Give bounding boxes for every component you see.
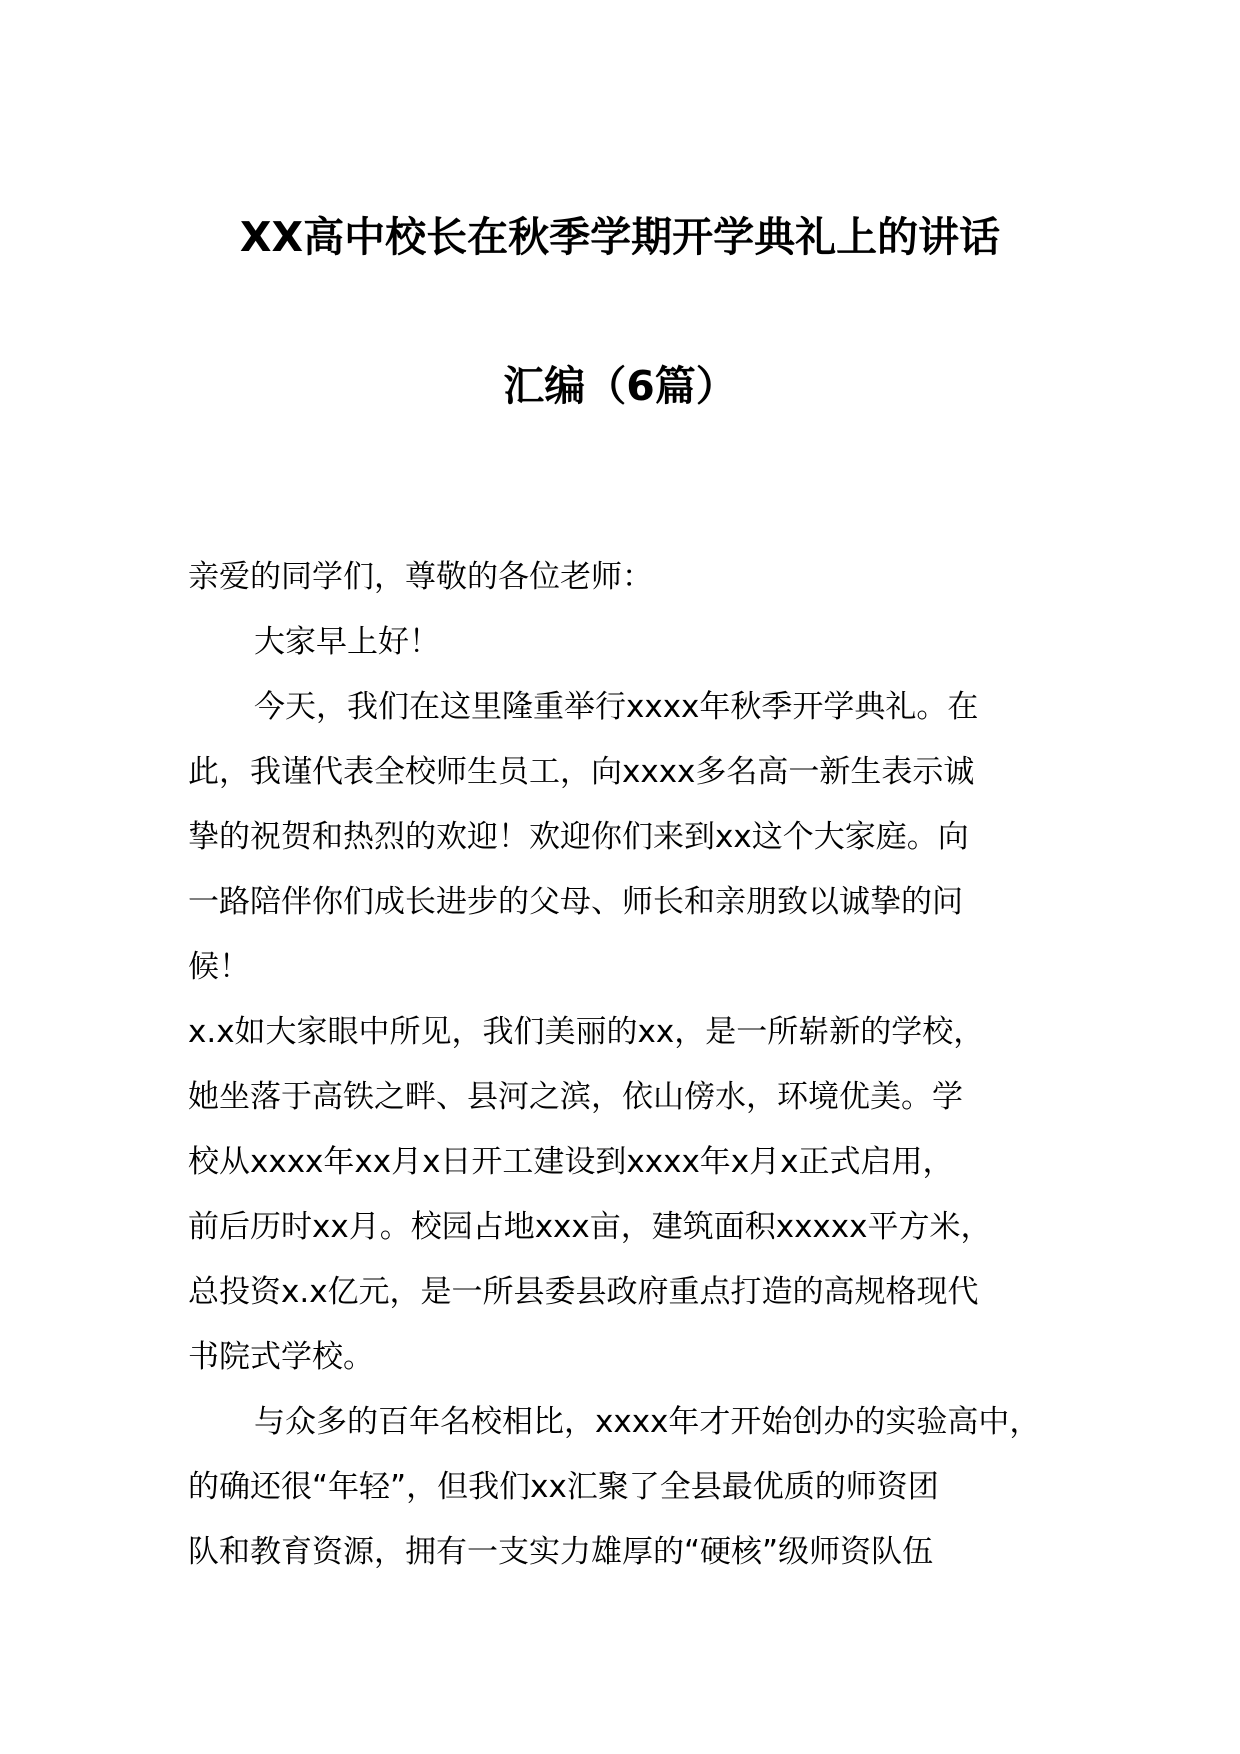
- greeting-line: 大家早上好！: [254, 624, 440, 660]
- body-line: 与众多的百年名校相比，xxxx年才开始创办的实验高中，: [254, 1404, 1041, 1440]
- body-line: x.x如大家眼中所见，我们美丽的xx，是一所崭新的学校，: [188, 1014, 985, 1050]
- body-line: 此，我谨代表全校师生员工，向xxxx多名高一新生表示诚: [188, 754, 975, 790]
- document-title-line-2: 汇编（6篇）: [503, 362, 737, 410]
- body-line: 她坐落于高铁之畔、县河之滨，依山傍水，环境优美。学: [188, 1079, 963, 1115]
- body-line: 总投资x.x亿元，是一所县委县政府重点打造的高规格现代: [188, 1274, 979, 1310]
- body-line: 校从xxxx年xx月x日开工建设到xxxx年x月x正式启用，: [188, 1144, 954, 1180]
- body-line: 前后历时xx月。校园占地xxx亩，建筑面积xxxxx平方米，: [188, 1209, 992, 1245]
- document-title-line-1: XX高中校长在秋季学期开学典礼上的讲话: [239, 213, 1001, 261]
- body-line: 候！: [188, 949, 250, 985]
- body-line: 一路陪伴你们成长进步的父母、师长和亲朋致以诚挚的问: [188, 884, 963, 920]
- body-line: 书院式学校。: [188, 1339, 374, 1375]
- salutation-line: 亲爱的同学们，尊敬的各位老师：: [188, 559, 653, 595]
- body-line: 的确还很“年轻”，但我们xx汇聚了全县最优质的师资团: [188, 1469, 939, 1505]
- body-line: 今天，我们在这里隆重举行xxxx年秋季开学典礼。在: [254, 689, 979, 725]
- body-line: 挚的祝贺和热烈的欢迎！欢迎你们来到xx这个大家庭。向: [188, 819, 969, 855]
- body-line: 队和教育资源，拥有一支实力雄厚的“硬核”级师资队伍: [188, 1534, 934, 1570]
- document-body: [188, 545, 1068, 1585]
